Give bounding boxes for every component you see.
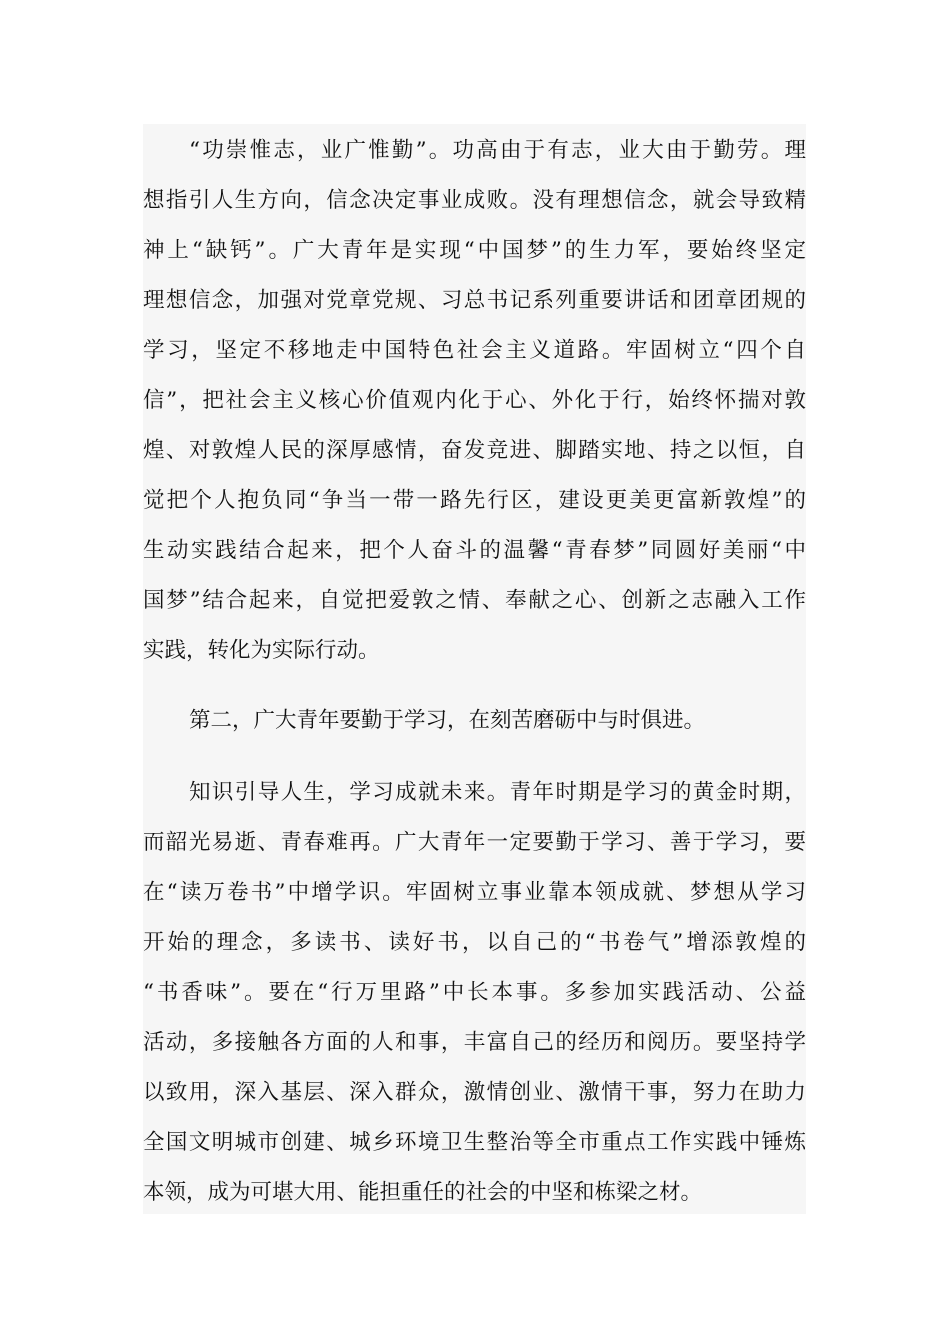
document-body: [143, 124, 806, 1214]
paragraph-1-line: 信”，把社会主义核心价值观内化于心、外化于行，始终怀揣对敦: [143, 388, 806, 413]
paragraph-2-line: 全国文明城市创建、城乡环境卫生整治等全市重点工作实践中锤炼: [143, 1130, 806, 1155]
paragraph-1-line: “功崇惟志，业广惟勤”。功高由于有志，业大由于勤劳。理: [189, 138, 806, 163]
paragraph-1-line: 学习，坚定不移地走中国特色社会主义道路。牢固树立“四个自: [143, 338, 806, 363]
paragraph-2-line: 知识引导人生，学习成就未来。青年时期是学习的黄金时期，: [189, 780, 806, 805]
paragraph-2-line: “书香味”。要在“行万里路”中长本事。多参加实践活动、公益: [143, 980, 806, 1005]
section-heading: 第二，广大青年要勤于学习，在刻苦磨砺中与时俱进。: [189, 708, 706, 733]
paragraph-1-line: 煌、对敦煌人民的深厚感情，奋发竞进、脚踏实地、持之以恒，自: [143, 438, 806, 463]
paragraph-2-line: 以致用，深入基层、深入群众，激情创业、激情干事，努力在助力: [143, 1080, 806, 1105]
paragraph-2-line: 在“读万卷书”中增学识。牢固树立事业靠本领成就、梦想从学习: [143, 880, 806, 905]
paragraph-1-line: 想指引人生方向，信念决定事业成败。没有理想信念，就会导致精: [143, 188, 806, 213]
paragraph-1-line: 觉把个人抱负同“争当一带一路先行区，建设更美更富新敦煌”的: [143, 488, 806, 513]
paragraph-1-line: 实践，转化为实际行动。: [143, 638, 380, 663]
paragraph-1-line: 理想信念，加强对党章党规、习总书记系列重要讲话和团章团规的: [143, 288, 806, 313]
paragraph-1-line: 神上“缺钙”。广大青年是实现“中国梦”的生力军，要始终坚定: [143, 238, 806, 263]
paragraph-1-line: 国梦”结合起来，自觉把爱敦之情、奉献之心、创新之志融入工作: [143, 588, 806, 613]
paragraph-2-line: 开始的理念，多读书、读好书，以自己的“书卷气”增添敦煌的: [143, 930, 806, 955]
paragraph-2-line: 本领，成为可堪大用、能担重任的社会的中坚和栋梁之材。: [143, 1180, 703, 1205]
paragraph-1-line: 生动实践结合起来，把个人奋斗的温馨“青春梦”同圆好美丽“中: [143, 538, 806, 563]
paragraph-2-line: 活动，多接触各方面的人和事，丰富自己的经历和阅历。要坚持学: [143, 1030, 806, 1055]
paragraph-2-line: 而韶光易逝、青春难再。广大青年一定要勤于学习、善于学习，要: [143, 830, 806, 855]
